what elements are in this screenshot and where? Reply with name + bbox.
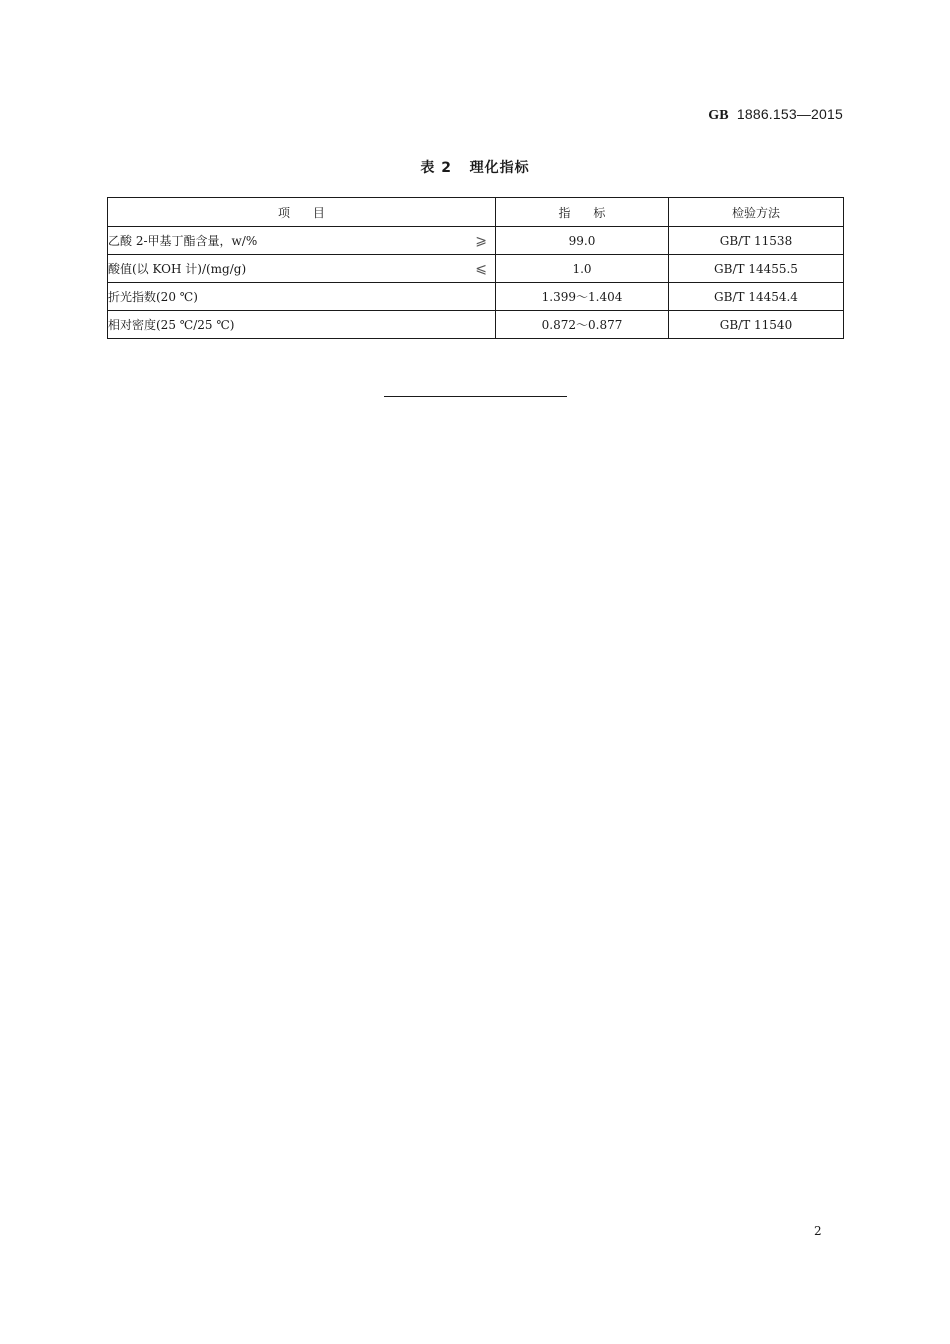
item-label: 酸值(以 KOH 计)/(mg/g) (108, 262, 247, 276)
indicator-value: 99.0 (496, 227, 669, 255)
test-method: GB/T 11540 (669, 311, 844, 339)
test-method: GB/T 11538 (669, 227, 844, 255)
column-header-item: 项 目 (108, 198, 496, 227)
test-method: GB/T 14454.4 (669, 283, 844, 311)
item-cell (108, 255, 496, 283)
item-cell (108, 311, 496, 339)
comparison-symbol: ⩾ (475, 232, 487, 249)
comparison-symbol: ⩽ (475, 260, 487, 277)
indicator-value: 0.872～0.877 (496, 311, 669, 339)
test-method: GB/T 14455.5 (669, 255, 844, 283)
item-cell (108, 283, 496, 311)
table-header-row (108, 198, 844, 227)
standard-prefix: GB (708, 108, 729, 123)
page-number: 2 (814, 1224, 822, 1238)
table-row (108, 283, 844, 311)
indicator-value: 1.399～1.404 (496, 283, 669, 311)
end-of-document-rule (384, 396, 567, 397)
item-label: 乙酸 2-甲基丁酯含量，w/% (108, 234, 258, 248)
item-label: 折光指数(20 ℃) (108, 290, 198, 304)
column-header-indicator: 指 标 (496, 198, 669, 227)
table-row (108, 255, 844, 283)
indicator-value: 1.0 (496, 255, 669, 283)
item-cell (108, 227, 496, 255)
physicochemical-spec-table (107, 197, 844, 339)
standard-number-header (708, 106, 843, 124)
item-label: 相对密度(25 ℃/25 ℃) (108, 318, 235, 332)
standard-number: 1886.153—2015 (736, 106, 843, 122)
table-title: 表 2 理化指标 (420, 160, 530, 176)
table-row (108, 227, 844, 255)
column-header-test-method: 检验方法 (669, 198, 844, 227)
table-row (108, 311, 844, 339)
